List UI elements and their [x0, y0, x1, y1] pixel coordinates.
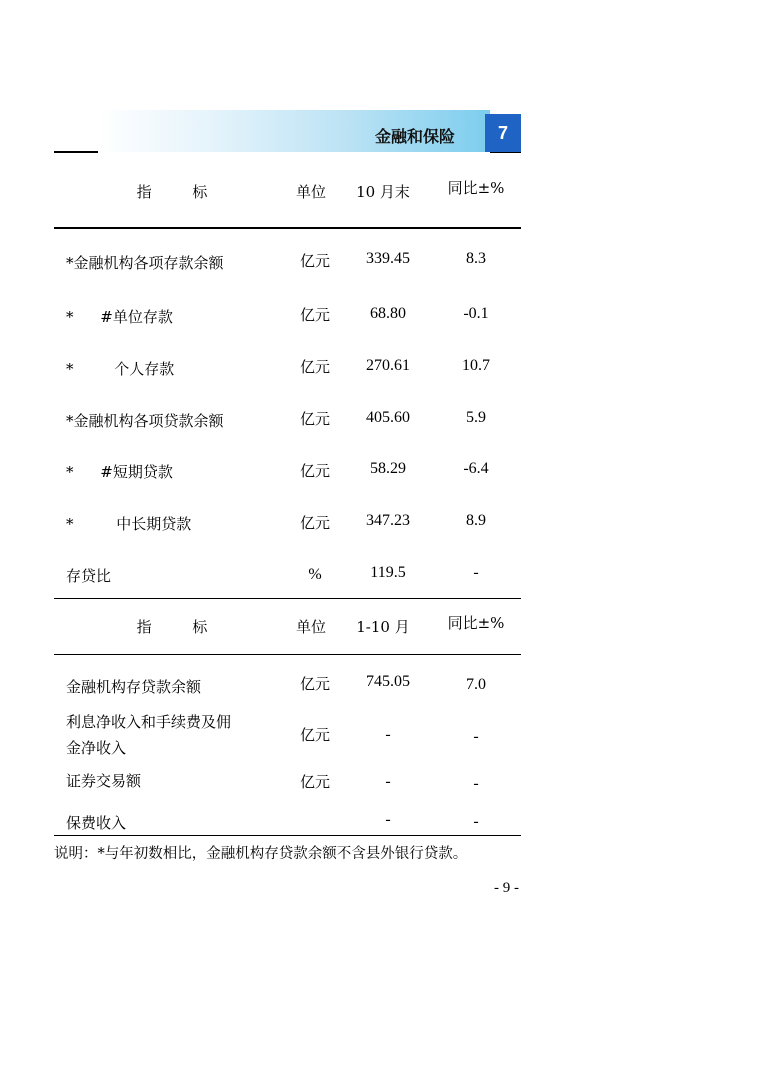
page-number: - 9 - — [494, 880, 519, 896]
table1-header-unit: 单位 — [295, 183, 327, 201]
row-yoy: 5.9 — [466, 409, 486, 426]
row-name: 保费收入 — [66, 814, 127, 832]
row-value: 68.80 — [370, 305, 406, 322]
chapter-number: 7 — [497, 122, 508, 143]
table2-header-indicator: 指 标 — [136, 618, 226, 636]
row-value: 58.29 — [370, 460, 406, 477]
chapter-number-badge — [485, 114, 521, 152]
table1-header-period: 10 月末 — [356, 183, 410, 201]
row-value: 270.61 — [366, 357, 410, 374]
row-unit: 亿元 — [299, 773, 331, 791]
row-name: * 个人存款 — [66, 360, 175, 378]
row-yoy: - — [473, 728, 479, 745]
row-name: *金融机构各项存款余额 — [66, 254, 224, 272]
row-name: 证券交易额 — [66, 772, 142, 790]
table1-header-rule — [54, 227, 521, 229]
table-divider — [54, 598, 521, 599]
row-unit: 亿元 — [299, 306, 331, 324]
row-name: * #单位存款 — [66, 308, 173, 326]
row-value: - — [385, 773, 391, 790]
row-yoy: 7.0 — [466, 676, 486, 693]
row-value: 119.5 — [370, 564, 406, 581]
table2-header-unit: 单位 — [295, 618, 327, 636]
row-value: - — [385, 811, 391, 828]
row-name: *金融机构各项贷款余额 — [66, 412, 224, 430]
row-yoy: - — [473, 775, 479, 792]
table1-header-indicator: 指 标 — [136, 183, 226, 201]
row-name: 金融机构存贷款余额 — [66, 678, 202, 696]
header-rule-left — [54, 151, 98, 153]
row-unit: 亿元 — [299, 252, 331, 270]
table2-header-period: 1-10 月 — [356, 618, 410, 636]
row-unit: % — [308, 566, 322, 583]
row-value: - — [385, 726, 391, 743]
row-yoy: 8.3 — [466, 250, 486, 267]
row-unit: 亿元 — [299, 675, 331, 693]
row-name: * 中长期贷款 — [66, 515, 192, 533]
row-name: * #短期贷款 — [66, 463, 173, 481]
row-name-line2: 金净收入 — [66, 739, 127, 757]
table-bottom-rule — [54, 835, 521, 836]
row-unit: 亿元 — [299, 726, 331, 744]
row-unit: 亿元 — [299, 462, 331, 480]
table2-header-rule — [54, 654, 521, 655]
row-yoy: - — [473, 564, 479, 581]
header-rule-right — [490, 152, 521, 153]
table2-header-yoy: 同比±% — [447, 614, 505, 632]
row-name: 存贷比 — [66, 567, 112, 585]
row-value: 405.60 — [366, 409, 410, 426]
table1-header-yoy: 同比±% — [447, 179, 505, 197]
row-unit: 亿元 — [299, 410, 331, 428]
row-name-line1: 利息净收入和手续费及佣 — [66, 713, 232, 731]
chapter-title: 金融和保险 — [374, 127, 455, 146]
row-value: 347.23 — [366, 512, 410, 529]
footnote: 说明：*与年初数相比，金融机构存贷款余额不含县外银行贷款。 — [54, 846, 468, 862]
row-unit: 亿元 — [299, 358, 331, 376]
row-value: 745.05 — [366, 673, 410, 690]
row-yoy: 8.9 — [466, 512, 486, 529]
row-yoy: -6.4 — [463, 460, 489, 477]
row-yoy: 10.7 — [462, 357, 490, 374]
row-yoy: -0.1 — [463, 305, 489, 322]
row-unit: 亿元 — [299, 514, 331, 532]
row-yoy: - — [473, 813, 479, 830]
row-value: 339.45 — [366, 250, 410, 267]
